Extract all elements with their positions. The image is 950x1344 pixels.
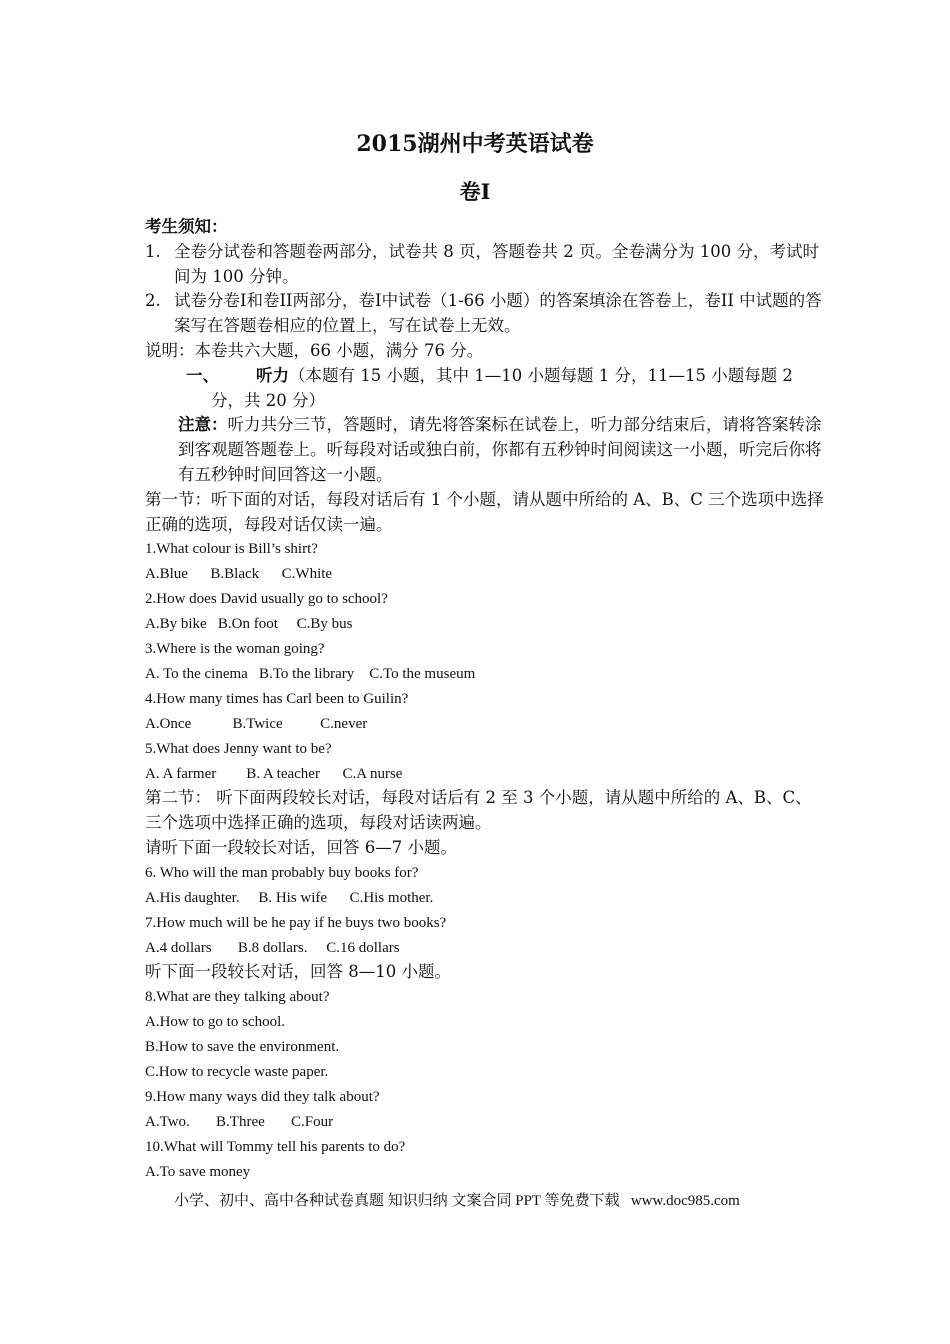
document-body <box>145 215 825 1184</box>
question-line: 6. Who will the man probably buy books for? <box>145 864 419 881</box>
page-footer: 小学、初中、高中各种试卷真题 知识归纳 文案合同 PPT 等免费下载 www.doc985.com <box>174 1193 740 1209</box>
part2-subheading: 听下面一段较长对话，回答 8—10 小题。 <box>145 962 451 982</box>
question-line: 3.Where is the woman going? <box>145 640 325 657</box>
answer-option: A.To save money <box>145 1163 251 1180</box>
answer-option: B.How to save the environment. <box>145 1039 340 1056</box>
answer-options: A.Two. B.Three C.Four <box>145 1113 334 1130</box>
listening-note <box>145 413 825 487</box>
answer-options: A. A farmer B. A teacher C.A nurse <box>145 765 403 782</box>
section-listening <box>153 364 825 414</box>
section-name: 听力 <box>256 365 289 385</box>
notice-explain: 说明：本卷共六大题，66 小题，满分 76 分。 <box>145 340 484 360</box>
section-number: 一、 <box>186 365 219 385</box>
section-description: （本题有 15 小题，其中 1—10 小题每题 1 分，11—15 小题每题 2 分，共 20 分） <box>211 365 793 410</box>
answer-options: A.4 dollars B.8 dollars. C.16 dollars <box>145 939 400 956</box>
notice-item-number: 2. <box>145 291 161 311</box>
question-line: 8.What are they talking about? <box>145 989 330 1006</box>
notice-item-text: 试卷分卷I和卷II两部分，卷I中试卷（1-66 小题）的答案填涂在答卷上，卷II 中试题的答案写在答题卷相应的位置上，写在试卷上无效。 <box>174 291 822 336</box>
note-label: 注意： <box>178 415 228 435</box>
question-line: 4.How many times has Carl been to Guilin? <box>145 690 409 707</box>
question-line: 7.How much will be he pay if he buys two books? <box>145 914 447 931</box>
notice-heading: 考生须知： <box>145 217 228 236</box>
notice-item-text: 全卷分试卷和答题卷两部分，试卷共 8 页，答题卷共 2 页。全卷满分为 100 分，考试时间为 100 分钟。 <box>174 241 819 286</box>
answer-option: A.How to go to school. <box>145 1014 285 1031</box>
answer-options: A.By bike B.On foot C.By bus <box>145 616 353 633</box>
question-line: 2.How does David usually go to school? <box>145 591 388 608</box>
answer-option: C.How to recycle waste paper. <box>145 1063 329 1080</box>
answer-options: A. To the cinema B.To the library C.To the museum <box>145 665 476 682</box>
question-line: 10.What will Tommy tell his parents to do? <box>145 1138 406 1155</box>
notice-item-number: 1. <box>145 241 161 261</box>
part2-subheading: 请听下面一段较长对话，回答 6—7 小题。 <box>145 838 457 858</box>
part1-intro: 第一节：听下面的对话，每段对话后有 1 个小题，请从题中所给的 A、B、C 三个选项中选择正确的选项，每段对话仅读一遍。 <box>145 489 824 534</box>
question-line: 9.How many ways did they talk about? <box>145 1088 380 1105</box>
answer-options: A.Blue B.Black C.White <box>145 566 333 583</box>
page-subtitle: 卷I <box>459 179 491 204</box>
question-line: 5.What does Jenny want to be? <box>145 740 332 757</box>
part2-intro: 第二节： 听下面两段较长对话，每段对话后有 2 至 3 个小题，请从题中所给的 A、B、C、三个选项中选择正确的选项，每段对话读两遍。 <box>145 788 812 833</box>
answer-options: A.His daughter. B. His wife C.His mother. <box>145 889 434 906</box>
question-line: 1.What colour is Bill’s shirt? <box>145 541 318 558</box>
page-title: 2015湖州中考英语试卷 <box>356 131 594 157</box>
note-text: 听力共分三节，答题时，请先将答案标在试卷上，听力部分结束后，请将答案转涂到客观题答题卷上。听每段对话或独白前，你都有五秒钟时间阅读这一小题，听完后你将有五秒钟时间回答这一小题。 <box>178 415 822 484</box>
notice-item-1 <box>145 240 825 290</box>
notice-item-2 <box>145 289 825 339</box>
answer-options: A.Once B.Twice C.never <box>145 715 368 732</box>
